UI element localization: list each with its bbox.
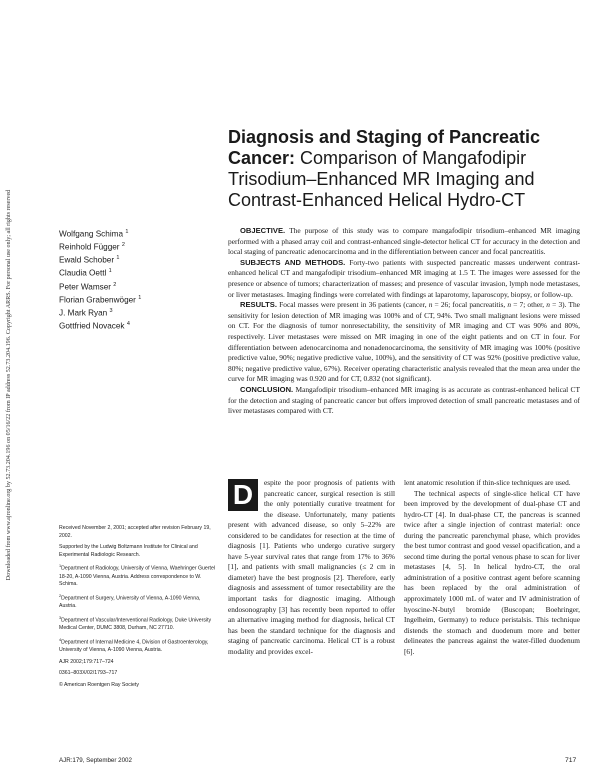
author: Reinhold Függer $^2$ [59,242,125,252]
body-column-2 [404,478,580,657]
abstract-objective: OBJECTIVE. The purpose of this study was to compare mangafodipir trisodium–enhanced MR imaging performed with a phased array coil and contrast-enhanced single-detector helical CT for accuracy in the detection and local staging of pancreatic adenocarcinoma and in the differentiation between cancer and focal pancreatitis. [228,226,581,257]
body-column-1 [228,478,395,657]
abstract-results: RESULTS. Focal masses were present in 36 patients (cancer, n = 26; focal pancreatitis, n = 7; other, n = 3). The sensitivity for lesion detection of MR imaging was 100% and of CT, 94%. Two small malignant lesions were missed on CT. For the diagnosis of tumor nonresectability, the sensitivity of MR imaging and CT was 90% and 80%, respectively. Liver metastases were missed on MR imaging in one of the eight patients and on CT in four. For differentiation between adenocarcinoma and nonadenocarcinoma, the sensitivity of MR imaging was 100% (positive predictive value, 90%; negative predictive value, 100%), and the sensitivity of CT was 92% (positive predictive value, 80%; negative predictive value, 67%). Receiver operating characteristic analysis revealed that the mean area under the curve for MR imaging was 0.920 and for CT, 0.832 (not significant). [228,300,580,384]
copyright: © American Roentgen Ray Society [59,681,139,688]
title-bold: Diagnosis and Staging of Pancreatic Cancer: [228,127,541,168]
title-rest: Comparison of Mangafodipir Trisodium–Enhanced MR Imaging and Contrast-Enhanced Helical Hydro-CT [228,148,535,210]
download-notice [3,150,15,620]
author-list [59,227,209,332]
body-paragraph: lent anatomic resolution if thin-slice techniques are used. [404,478,571,487]
issn: 0361–803X/02/1793–717 [59,670,118,677]
author: Ewald Schober $^1$ [59,255,120,266]
abstract-conclusion: CONCLUSION. Mangafodipir trisodium–enhanced MR imaging is as accurate as contrast-enhanced helical CT for the detection and staging of pancreatic cancer but offers improved detection of small pancreatic metastases and of liver metastases compared with CT. [228,384,580,416]
author: Claudia Oettl $^1$ [59,268,112,279]
affiliation-2: $^2$Department of Surgery, University of Vienna, A-1090 Vienna, Austria. [59,593,201,610]
abstract [228,226,580,417]
author: Florian Grabenwöger $^1$ [59,294,142,305]
author: J. Mark Ryan $^3$ [59,307,113,318]
author: Gottfried Novacek $^4$ [59,320,130,331]
affiliation-1: $^1$Department of Radiology, University of Vienna, Waehringer Guertel 18-20, A-1090 Vienna, Austria. Address correspondence to W. Schima. [59,564,215,588]
drop-cap: D [228,479,258,511]
received-note: Received November 2, 2001; accepted after revision February 19, 2002. [59,525,211,539]
footnotes [59,525,219,693]
support-note: Supported by the Ludwig Boltzmann Institute for Clinical and Experimental Radiologic Research. [59,544,198,558]
page-number: 717 [565,757,577,764]
journal-footer: AJR:179, September 2002 [59,757,132,764]
affiliation-3: $^3$Department of Vascular/Interventional Radiology, Duke University Medical Center, DUMC 3808, Durham, NC 27710. [59,615,212,632]
author: Wolfgang Schima $^1$ [59,229,129,239]
intro-paragraph: D espite the poor prognosis of patients with pancreatic cancer, surgical resection is still the only potentially curative treatment for the disease. Unfortunately, many patients present with advanced disease, so only 5–22% are considered to be candidates for resection at the time of diagnosis [1]. Patients who undergo curative surgery have 5-year survival rates that range from 17% to 36% [1], and patients with small malignancies (≤ 2 cm in diameter) have the best prognosis [2]. Therefore, early diagnosis and assessment of tumor resectability are the important tasks for diagnostic imaging. Although endosonography [3] has recently been reported to offer an alternative imaging method for diagnosis, helical CT has been the standard technique for the diagnosis and staging of pancreatic carcinoma. Helical CT is a robust modality and provides excel- [228,478,395,656]
citation: AJR 2002;179:717–724 [59,658,114,665]
download-notice-text: Downloaded from www.ajronline.org by 52.73.204.196 on 05/16/22 from IP address 52.73.204.196. Copyright ARRS. For personal use only; all rights reserved [6,189,12,581]
affiliation-4: $^4$Department of Internal Medicine 4, Division of Gastroenterology, University of Vienna, A-1090 Vienna, Austria. [59,637,209,654]
author: Peter Wamser $^2$ [59,281,117,292]
article-title [228,127,578,211]
body-paragraph: The technical aspects of single-slice helical CT have been improved by the development of dual-phase CT and hydro-CT [4]. In dual-phase CT, the pancreas is scanned twice after a single injection of contrast material: once during the pancreatic parenchymal phase, which provides the best tumor contrast and good vessel opacification, and a second time during the portal venous phase to scan for liver metastases [4, 5]. In helical hydro-CT, the oral administration of a positive contrast agent before scanning has been replaced by the oral administration of approximately 1000 mL of water and IV administration of hyoscine-N-butyl bromide (Buscopan; Boehringer, Ingelheim, Germany) to reduce peristalsis. This technique distends the stomach and duodenum more and better delineates the pancreas against the water-filled duodenum [6]. [404,488,580,656]
abstract-methods: SUBJECTS AND METHODS. Forty-two patients with suspected pancreatic masses underwent contrast-enhanced helical CT and mangafodipir trisodium–enhanced MR imaging at 1.5 T. The images were assessed for the presence or absence of tumors; characterization of masses; and presence of vascular invasion, lymph node metastases, or liver metastases. Imaging findings were correlated with findings at laparotomy, laparoscopy, biopsy, or follow-up. [228,257,580,299]
